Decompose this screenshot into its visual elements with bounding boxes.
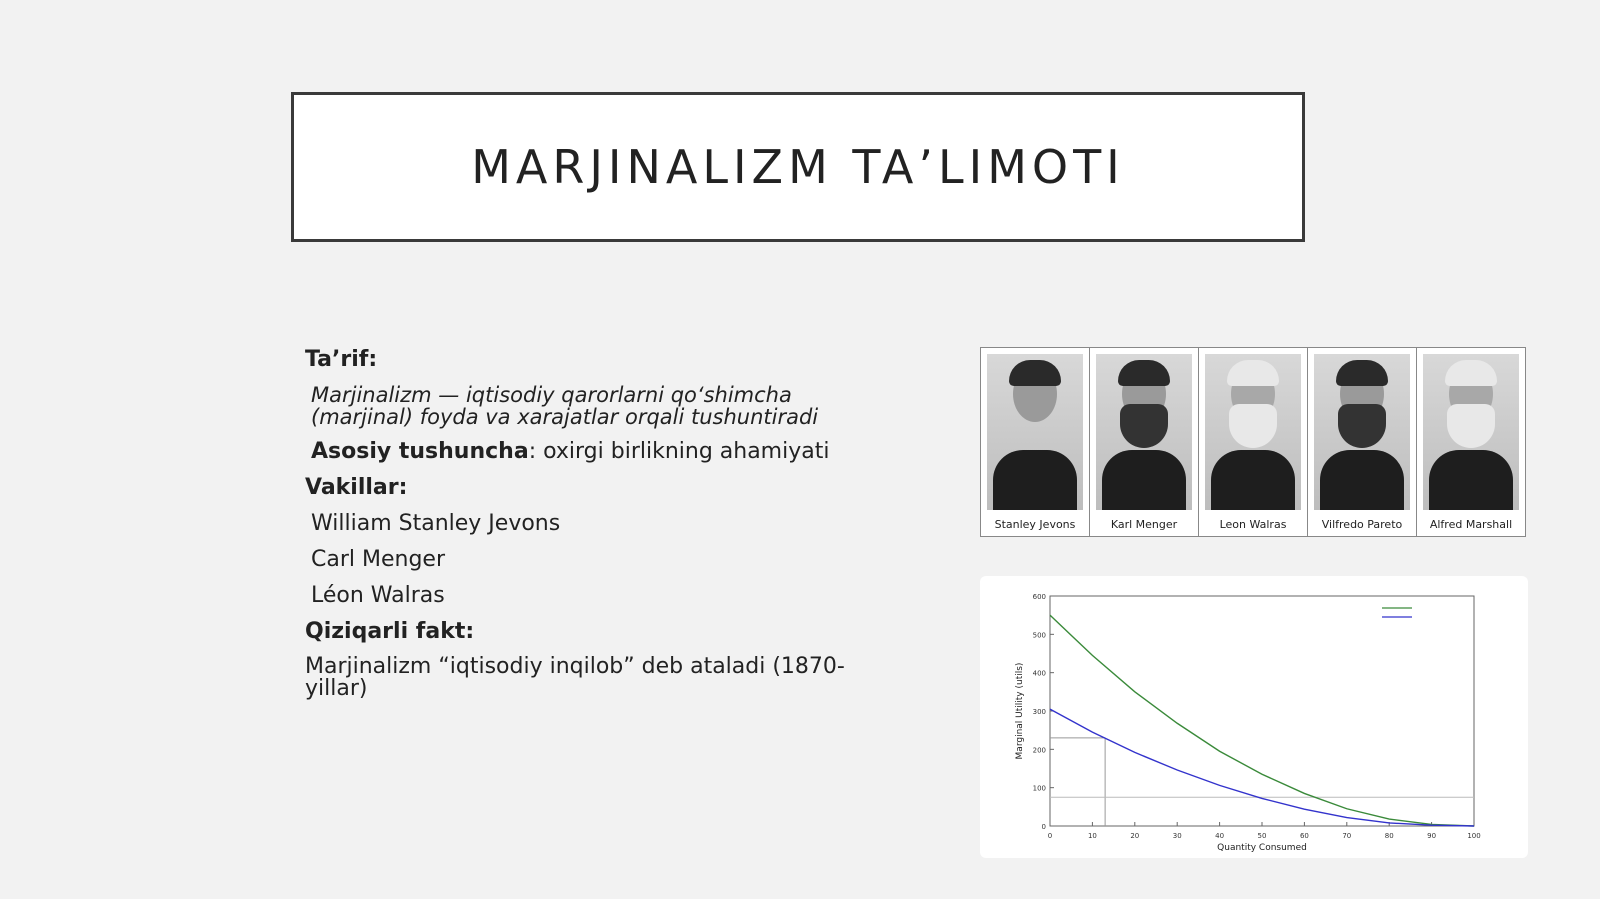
portrait-photo (987, 354, 1083, 510)
vakillar-heading: Vakillar: (305, 475, 408, 500)
concept-label: Asosiy tushuncha (311, 439, 529, 464)
y-tick-label: 300 (1032, 708, 1046, 716)
x-axis-label: Quantity Consumed (1217, 843, 1307, 853)
fact-text: Marjinalizm “iqtisodiy inqilob” deb ataladi (1870-yillar) (305, 654, 845, 701)
portrait-caption: Karl Menger (1110, 518, 1178, 531)
x-tick-label: 40 (1215, 832, 1225, 840)
representative-item: Carl Menger (311, 547, 445, 572)
y-tick-label: 400 (1032, 669, 1046, 678)
concept-text: : oxirgi birlikning ahamiyati (528, 439, 830, 464)
concept-line (305, 440, 865, 464)
definition-text: Marjinalizm — iqtisodiy qarorlarni qo‘shimcha (marjinal) foyda va xarajatlar orqali tushuntiradi (311, 383, 819, 429)
slide-title: MARJINALIZM TA’LIMOTI (471, 140, 1125, 194)
y-tick-label: 500 (1032, 631, 1046, 640)
x-tick-label: 30 (1172, 832, 1182, 840)
x-tick-label: 50 (1257, 832, 1267, 840)
y-tick-label: 0 (1041, 823, 1046, 831)
representative-item: William Stanley Jevons (311, 511, 561, 536)
y-tick-label: 600 (1032, 593, 1046, 601)
portrait-caption: Leon Walras (1219, 518, 1287, 531)
portrait-caption: Alfred Marshall (1429, 518, 1513, 531)
portrait-photo (1423, 354, 1519, 510)
x-tick-label: 70 (1342, 832, 1352, 840)
x-tick-label: 100 (1467, 832, 1481, 840)
marginal-utility-chart (980, 576, 1528, 858)
body-text (305, 348, 865, 712)
portrait-photo (1314, 354, 1410, 510)
x-tick-label: 20 (1130, 832, 1140, 840)
portrait-caption: Stanley Jevons (994, 518, 1076, 531)
y-tick-label: 200 (1032, 746, 1046, 755)
series-line-1 (1050, 709, 1474, 826)
portrait-menger (1090, 348, 1199, 536)
x-tick-label: 80 (1384, 832, 1394, 840)
plot-frame (1050, 596, 1474, 826)
title-box (291, 92, 1305, 242)
x-tick-label: 90 (1427, 832, 1437, 840)
fact-heading: Qiziqarli fakt: (305, 619, 475, 644)
x-tick-label: 60 (1299, 832, 1309, 840)
representative-item: Léon Walras (311, 583, 445, 608)
tarif-heading: Ta’rif: (305, 347, 378, 372)
portrait-pareto (1308, 348, 1417, 536)
portrait-photo (1096, 354, 1192, 510)
y-tick-label: 100 (1032, 784, 1046, 793)
portrait-photo (1205, 354, 1301, 510)
series-line-0 (1050, 615, 1474, 826)
portrait-walras (1199, 348, 1308, 536)
y-axis-label: Marginal Utility (utils) (1015, 662, 1025, 760)
portrait-jevons (981, 348, 1090, 536)
x-tick-label: 10 (1087, 832, 1097, 840)
economists-portraits (980, 347, 1526, 537)
x-tick-label: 0 (1047, 832, 1053, 840)
marginal-utility-chart-card (980, 576, 1528, 858)
portrait-caption: Vilfredo Pareto (1321, 518, 1403, 531)
portrait-marshall (1417, 348, 1525, 536)
